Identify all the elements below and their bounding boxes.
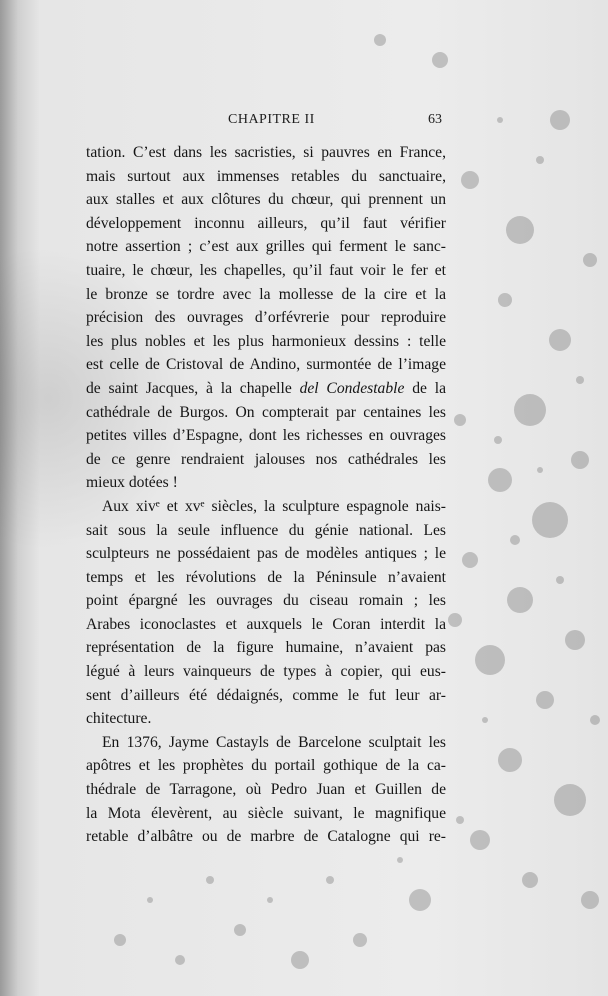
text-line: mieux dotées ! <box>86 474 178 492</box>
text-line: aux stalles et aux clôtures du chœur, qui prennent un <box>86 191 446 209</box>
text-line: retable d’albâtre ou de marbre de Catalogne qui re- <box>86 828 446 846</box>
text-line: tation. C’est dans les sacristies, si pauvres en France, <box>86 144 446 161</box>
text-line: point épargné les ouvrages du ciseau romain ; les <box>86 592 446 610</box>
text-line: Aux xivᵉ et xvᵉ siècles, la sculpture espagnole nais- <box>102 497 446 515</box>
text-line: est celle de Cristoval de Andino, surmontée de l’image <box>86 356 446 374</box>
text-line: sait sous la seule influence du génie national. Les <box>86 521 446 539</box>
text-line: petites villes d’Espagne, dont les richesses en ouvrages <box>86 427 446 445</box>
text-line: temps et les révolutions de la Péninsule n’avaient <box>86 568 446 586</box>
text-line: sent d’ailleurs été dédaignés, comme le fut leur ar- <box>86 686 446 704</box>
chapter-heading: CHAPITRE II <box>228 112 315 127</box>
text-line: notre assertion ; c’est aux grilles qui ferment le sanc- <box>86 238 446 256</box>
text-line: de saint Jacques, à la chapelle del Condestable de la <box>86 379 446 397</box>
text-line: développement inconnu ailleurs, qu’il faut vérifier <box>86 214 446 232</box>
text-line: apôtres et les prophètes du portail gothique de la ca- <box>86 757 446 775</box>
text-line: les plus nobles et les plus harmonieux dessins : telle <box>86 332 446 350</box>
text-line: le bronze se tordre avec la mollesse de la cire et la <box>86 285 446 303</box>
text-line: de ce genre rendraient jalouses nos cathédrales les <box>86 450 446 468</box>
text-line: mais surtout aux immenses retables du sanctuaire, <box>86 167 446 185</box>
text-line: thédrale de Tarragone, où Pedro Juan et Guillen de <box>86 781 446 799</box>
text-line: tuaire, le chœur, les chapelles, qu’il faut voir le fer et <box>86 261 446 279</box>
text-line: sculpteurs ne possédaient pas de modèles antiques ; le <box>86 545 446 563</box>
text-line: représentation de la figure humaine, n’avaient pas <box>86 639 446 657</box>
text-line: Arabes iconoclastes et auxquels le Coran interdit la <box>86 615 446 633</box>
paragraph-2 <box>86 495 446 731</box>
text-line: la Mota élevèrent, au siècle suivant, le magnifique <box>86 804 446 822</box>
text-line: En 1376, Jayme Castayls de Barcelone sculptait les <box>102 733 446 751</box>
body-text <box>86 141 446 849</box>
running-header <box>0 112 608 132</box>
text-line: cathédrale de Burgos. On compterait par centaines les <box>86 403 446 421</box>
paragraph-1 <box>86 141 446 495</box>
text-line: précision des ouvrages d’orfévrerie pour reproduire <box>86 309 446 327</box>
text-line: chitecture. <box>86 710 152 728</box>
paragraph-3 <box>86 731 446 849</box>
text-line: légué à leurs vainqueurs de types à copier, qui eus- <box>86 663 446 681</box>
page-number: 63 <box>428 112 442 127</box>
